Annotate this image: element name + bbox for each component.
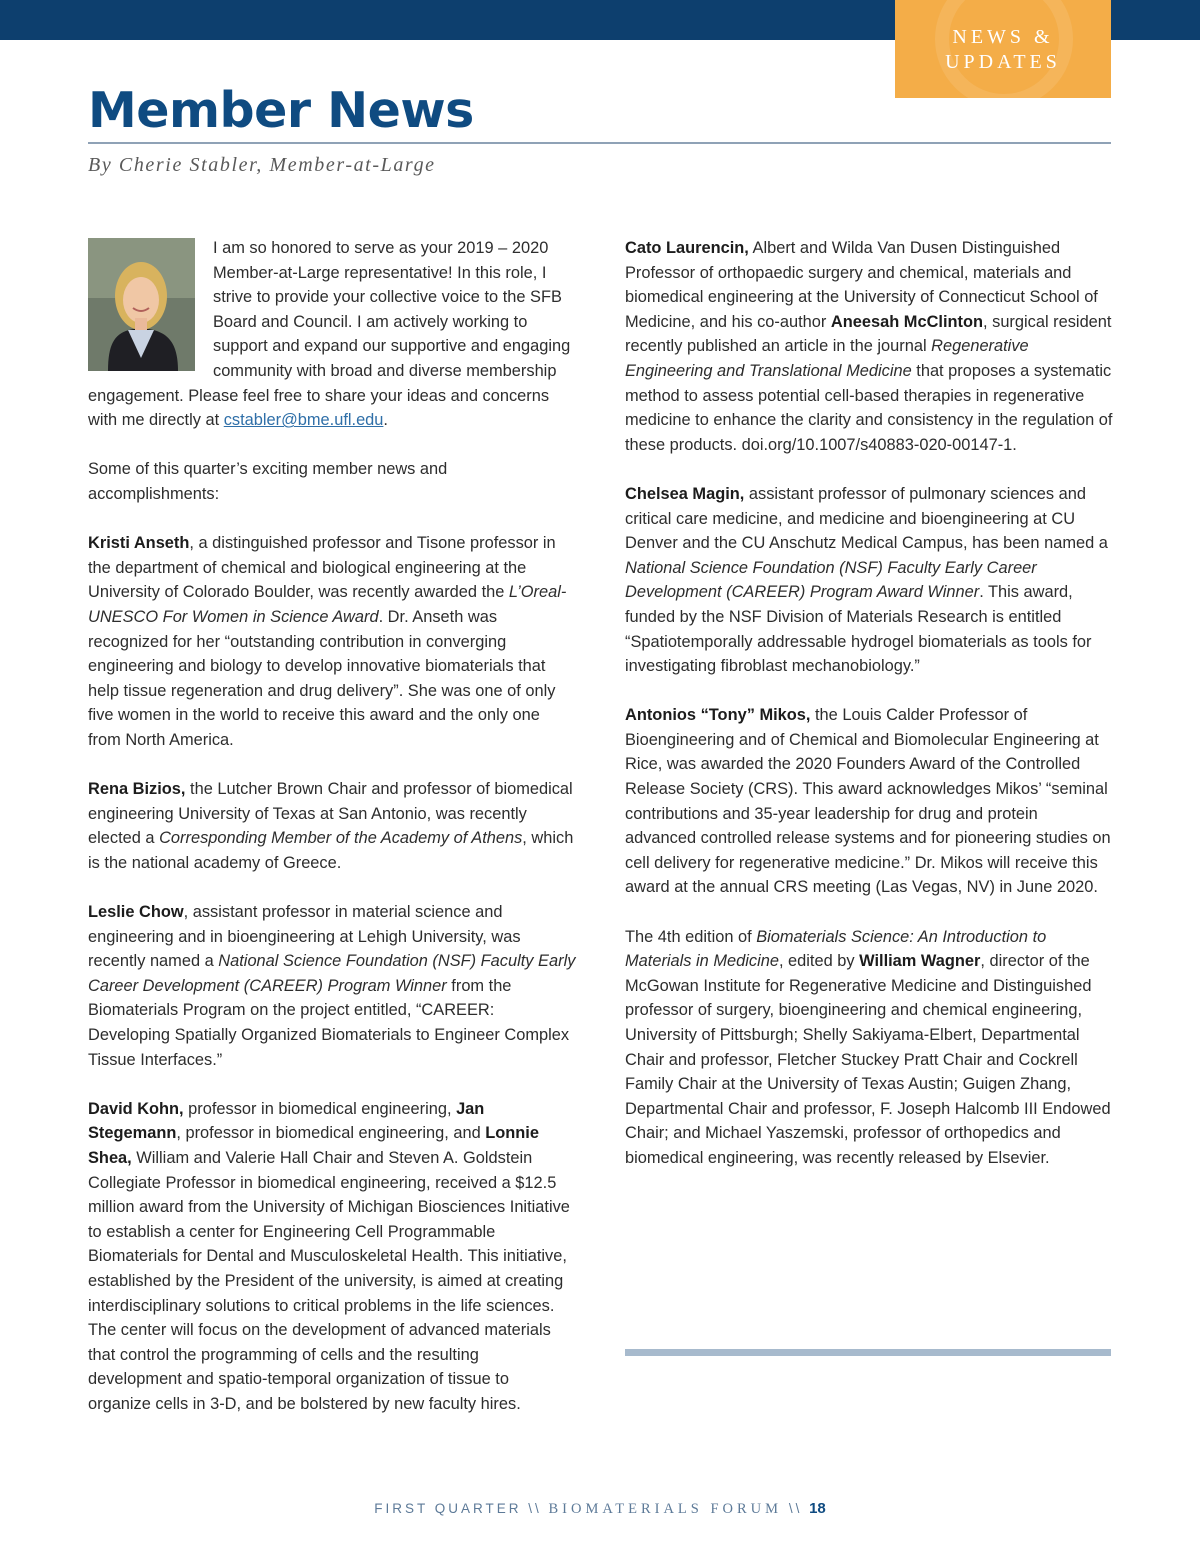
section-tab-line-2: UPDATES: [945, 51, 1061, 73]
footer-separator: \\: [521, 1501, 549, 1516]
news-text: assistant professor of pulmonary sciences and critical care medicine, and medicine and bioengineering at CU Denver and the CU Anschutz Medical Campus, has been named a: [625, 484, 1108, 553]
news-text: , edited by: [778, 952, 860, 971]
news-item-bizios: [88, 777, 576, 875]
news-text: the Louis Calder Professor of Bioengineering and of Chemical and Biomolecular Engineering at Rice, was awarded the 2020 Founders Award of the Controlled Release Society (CRS). This award acknowledges Mikos’ “seminal contributions and 35-year leadership for drug and protein advanced controlled release systems and for pioneering studies on cell delivery for regenerative medicine.” Dr. Mikos will receive this award at the annual CRS meeting (Las Vegas, NV) in June 2020.: [625, 706, 1111, 897]
award-name: L’Oreal-UNESCO For Women in Science Award: [88, 583, 567, 626]
journal-name: Regenerative Engineering and Translational Medicine: [625, 337, 1029, 380]
news-item-chow: [88, 900, 576, 1072]
contact-email-link[interactable]: cstabler@bme.ufl.edu: [223, 411, 384, 430]
intro-paragraph: [88, 236, 576, 433]
member-name: Aneesah McClinton: [830, 312, 984, 331]
page-title: Member News: [88, 82, 474, 139]
page-number: 18: [809, 1500, 826, 1517]
footer-separator: \\: [782, 1501, 810, 1516]
news-text: , professor in biomedical engineering, and: [176, 1124, 486, 1143]
member-name: Antonios “Tony” Mikos,: [625, 706, 811, 725]
intro-end: .: [383, 411, 388, 430]
section-tab: [895, 0, 1111, 98]
news-item-wagner: [625, 925, 1113, 1171]
author-photo: [88, 238, 195, 371]
member-name: David Kohn,: [88, 1099, 184, 1118]
honor-name: Corresponding Member of the Academy of Athens: [159, 829, 523, 848]
news-text: professor in biomedical engineering,: [183, 1099, 457, 1118]
news-text: , a distinguished professor and Tisone professor in the department of chemical and biological engineering at the University of Colorado Boulder, was recently awarded the: [88, 534, 556, 602]
left-column: [88, 236, 576, 1441]
news-item-laurencin: [625, 236, 1113, 457]
news-item-mikos: [625, 703, 1113, 900]
member-name: Kristi Anseth: [88, 534, 190, 553]
news-text: the Lutcher Brown Chair and professor of biomedical engineering University of Texas at San Antonio, was recently elected a: [88, 780, 573, 848]
member-name: Rena Bizios,: [88, 780, 186, 799]
news-text: . This award, funded by the NSF Division of Materials Research is entitled “Spatiotemporally addressable hydrogel biomaterials as tools for investigating fibroblast mechanobiology.”: [625, 583, 1092, 676]
award-name: National Science Foundation (NSF) Faculty Early Career Development (CAREER) Program Award Winner: [625, 558, 1037, 602]
footer-publication: BIOMATERIALS FORUM: [548, 1501, 783, 1517]
news-item-anseth: [88, 531, 576, 752]
news-text: The 4th edition of: [625, 927, 757, 946]
footer-issue: FIRST QUARTER: [374, 1501, 522, 1516]
news-text: , surgical resident recently published an article in the journal: [625, 312, 1112, 356]
news-text: , assistant professor in material science and engineering and in bioengineering at Lehigh University, was recently named a: [88, 903, 521, 971]
member-name: Leslie Chow: [88, 903, 184, 922]
news-text: , director of the McGowan Institute for Regenerative Medicine and Distinguished professor of surgery, bioengineering and chemical engineering, University of Pittsburgh; Shelly Sakiyama-Elbert, Departmental Chair and professor, Fletcher Stuckey Pratt Chair and Cockrell Family Chair at the University of Texas Austin; Guigen Zhang, Departmental Chair and professor, F. Joseph Halcomb III Endowed Chair; and Michael Yaszemski, professor of orthopedics and biomedical engineering, was recently released by Elsevier.: [625, 952, 1111, 1167]
news-text: , which is the national academy of Greece.: [88, 829, 574, 872]
member-name: Lonnie Shea,: [88, 1124, 539, 1167]
member-name: Jan Stegemann: [88, 1099, 485, 1143]
title-divider: [88, 142, 1111, 144]
lead-paragraph: Some of this quarter’s exciting member news and accomplishments:: [88, 460, 448, 503]
byline: By Cherie Stabler, Member-at-Large: [88, 154, 436, 176]
member-name: Cato Laurencin,: [625, 239, 749, 257]
section-tab-line-1: NEWS &: [952, 26, 1054, 48]
news-text: Albert and Wilda Van Dusen Distinguished Professor of orthopaedic surgery and chemical, materials and biomedical engineering at the University of Connecticut School of Medicine, and his co-author: [625, 239, 1098, 331]
news-text: William and Valerie Hall Chair and Steven A. Goldstein Collegiate Professor in biomedical engineering, received a $12.5 million award from the University of Michigan Biosciences Initiative to establish a center for Engineering Cell Programmable Biomaterials for Dental and Musculoskeletal Health. This initiative, established by the President of the university, is aimed at creating interdisciplinary solutions to critical problems in the life sciences. The center will focus on the development of advanced materials that control the programming of cells and the resulting development and spatio-temporal organization of tissue to organize cells in 3-D, and be bolstered by new faculty hires.: [88, 1148, 570, 1413]
award-name: National Science Foundation (NSF) Faculty Early Career Development (CAREER) Program Winner: [88, 952, 576, 995]
member-name: Chelsea Magin,: [625, 484, 745, 503]
news-text: . Dr. Anseth was recognized for her “outstanding contribution in converging engineering and biology to develop innovative biomaterials that help tissue regeneration and drug delivery”. She was one of only five women in the world to receive this award and the only one from North America.: [88, 607, 556, 749]
page-footer: [0, 1500, 1200, 1518]
book-title: Biomaterials Science: An Introduction to Materials in Medicine: [625, 927, 1047, 971]
member-name: William Wagner: [859, 952, 981, 971]
right-column: [625, 236, 1113, 1195]
news-item-magin: [625, 482, 1113, 679]
intro-text: I am so honored to serve as your 2019 – 2020 Member-at-Large representative! In this role, I strive to provide your collective voice to the SFB Board and Council. I am actively working to support and expand our supportive and engaging community with broad and diverse membership engagement. Please feel free to share your ideas and concerns with me directly at: [88, 239, 571, 430]
news-text: that proposes a systematic method to assess potential cell-based therapies in regenerative medicine to enhance the clarity and consistency in the regulation of these products. doi.org/10.1007/s40883-020-00147-1.: [625, 361, 1113, 454]
news-text: from the Biomaterials Program on the project entitled, “CAREER: Developing Spatially Organized Biomaterials to Engineer Complex Tissue Interfaces.”: [88, 976, 570, 1069]
article-end-rule: [625, 1349, 1111, 1356]
news-item-kohn-stegemann-shea: [88, 1097, 576, 1417]
